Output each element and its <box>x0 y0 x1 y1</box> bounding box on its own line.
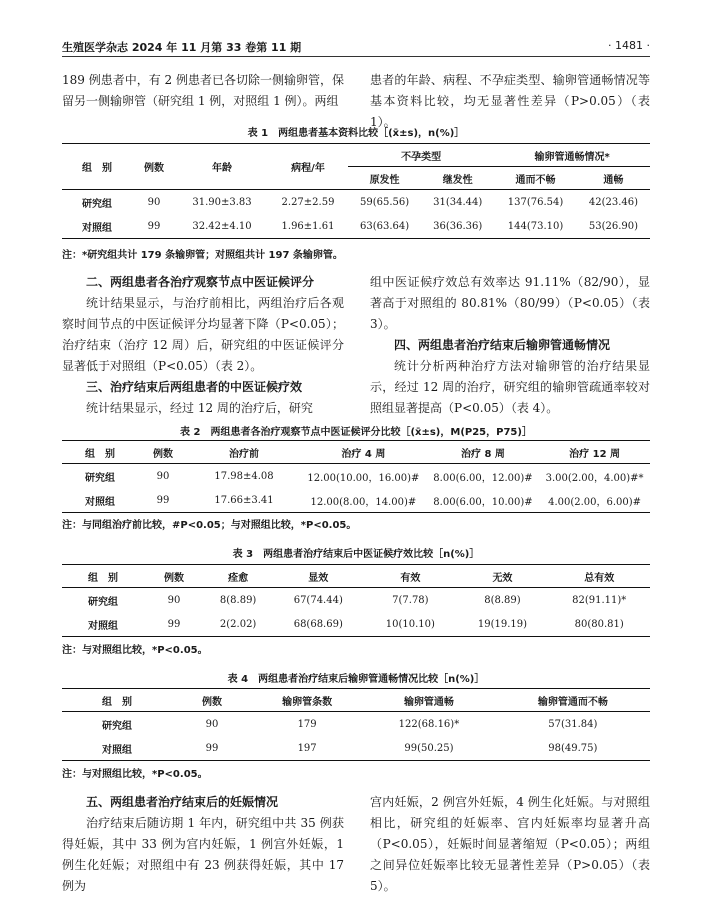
table-cell: 90 <box>147 196 161 208</box>
table-cell: 32.42±4.10 <box>176 214 268 239</box>
paragraph: 统计结果显示，经过 12 周的治疗后，研究 <box>86 401 313 415</box>
journal-title: 生殖医学杂志 2024 年 11 月第 33 卷第 11 期 <box>62 41 302 54</box>
table-header: 组 别 <box>62 441 138 464</box>
paragraph: 宫内妊娠，2 例宫外妊娠，4 例生化妊娠。与对照组相比，研究组的妊娠率、宫内妊娠率均显著升高（P<0.05），妊娠时间显著缩短（P<0.05）；两组之间异位妊娠率比较无显著性差异（P>0.05）（表 5）。 <box>370 795 650 893</box>
table-cell: 对照组 <box>62 214 132 239</box>
table-cell: 99 <box>144 612 204 637</box>
table-cell: 8(8.89) <box>484 594 521 606</box>
table4 <box>62 688 650 761</box>
table-row <box>62 588 650 613</box>
paragraph: 患者的年龄、病程、不孕症类型、输卵管通畅情况等基本资料比较，均无显著性差异（P>0.05）（表 1）。 <box>370 73 650 129</box>
table-header: 组 别 <box>62 144 132 190</box>
table-cell: 67(74.44) <box>293 594 343 606</box>
table1-caption: 表 1 两组患者基本资料比较［(x̄±s)，n(%)］ <box>247 128 465 139</box>
table-row <box>62 736 650 761</box>
table-cell: 10(10.10) <box>364 612 456 637</box>
table-cell: 1.96±1.61 <box>268 214 348 239</box>
table-cell: 90 <box>167 594 181 606</box>
table-header: 组 别 <box>62 689 172 712</box>
table1-note: 注：*研究组共计 179 条输卵管；对照组共计 197 条输卵管。 <box>62 250 343 261</box>
section-heading: 五、两组患者治疗结束后的妊娠情况 <box>86 795 279 809</box>
table-cell: 59(65.56) <box>359 196 410 208</box>
table-cell: 对照组 <box>62 612 144 637</box>
table-cell: 31(34.44) <box>433 196 483 208</box>
paragraph: 统计分析两种治疗方法对输卵管的治疗结果显示，经过 12 周的治疗，研究组的输卵管疏通率较对照组显著提高（P<0.05）（表 4）。 <box>370 359 650 415</box>
table2 <box>62 440 650 513</box>
paragraph: 189 例患者中，有 2 例患者已各切除一侧输卵管，保留另一侧输卵管（研究组 1 例，对照组 1 例）。两组 <box>62 73 344 108</box>
table-row <box>62 214 650 239</box>
table-cell: 90 <box>156 470 170 482</box>
table-header: 总有效 <box>548 565 650 588</box>
paragraph: 治疗结束后随访期 1 年内，研究组中共 35 例获得妊娠，其中 33 例为宫内妊娠，1 例宫外妊娠，1 例生化妊娠；对照组中有 23 例获得妊娠，其中 17 例为 <box>62 816 344 893</box>
table-cell: 80(80.81) <box>548 612 650 637</box>
table-cell: 137(76.54) <box>507 196 564 208</box>
table-cell: 99 <box>132 214 176 239</box>
table-cell: 12.00(8.00，14.00)# <box>300 488 427 513</box>
table-header: 继发性 <box>421 167 494 190</box>
left-column-mid <box>62 272 344 419</box>
section-heading: 二、两组患者各治疗观察节点中医证候评分 <box>86 275 315 289</box>
table-header: 治疗 4 周 <box>300 441 427 464</box>
table-cell: 研究组 <box>85 472 115 484</box>
table-cell: 144(73.10) <box>494 214 577 239</box>
table-cell: 8(8.89) <box>219 594 257 606</box>
table-header: 治疗 12 周 <box>539 441 650 464</box>
table-cell: 99 <box>138 488 188 513</box>
table-header: 不孕类型 <box>348 144 494 167</box>
table3 <box>62 564 650 637</box>
table-cell: 57(31.84) <box>548 718 598 730</box>
table-cell: 63(63.64) <box>348 214 421 239</box>
table-cell: 90 <box>205 718 219 730</box>
table-header: 例数 <box>172 689 252 712</box>
table-cell: 68(68.69) <box>272 612 364 637</box>
section-heading: 四、两组患者治疗结束后输卵管通畅情况 <box>394 338 611 352</box>
table-header: 治疗 8 周 <box>427 441 539 464</box>
table-cell: 179 <box>297 718 317 730</box>
table-cell: 2.27±2.59 <box>281 196 335 208</box>
table-cell: 对照组 <box>62 736 172 761</box>
section-heading: 三、治疗结束后两组患者的中医证候疗效 <box>86 380 303 394</box>
table-row <box>62 612 650 637</box>
paragraph: 组中医证候疗效总有效率达 91.11%（82/90），显著高于对照组的 80.81%（80/99）（P<0.05）（表 3）。 <box>370 275 650 331</box>
table-cell: 42(23.46) <box>588 196 638 208</box>
table-cell: 2(2.02) <box>204 612 272 637</box>
table-header: 原发性 <box>348 167 421 190</box>
left-column-top <box>62 70 344 112</box>
table-cell: 19(19.19) <box>456 612 548 637</box>
table-header: 例数 <box>144 565 204 588</box>
table-cell: 36(36.36) <box>421 214 494 239</box>
table-cell: 7(7.78) <box>392 594 429 606</box>
table-header: 病程/年 <box>268 144 348 190</box>
paragraph: 统计结果显示，与治疗前相比，两组治疗后各观察时间节点的中医证候评分均显著下降（P<0.05）；治疗结束（治疗 12 周）后，研究组的中医证候评分显著低于对照组（P<0.05）（表 2）。 <box>62 296 344 373</box>
table-cell: 99 <box>172 736 252 761</box>
table-header: 通畅 <box>577 167 650 190</box>
table-cell: 8.00(6.00，12.00)# <box>433 472 533 484</box>
table2-note: 注：与同组治疗前比较，#P<0.05；与对照组比较，*P<0.05。 <box>62 520 357 531</box>
table-row <box>62 488 650 513</box>
table-header: 无效 <box>456 565 548 588</box>
table-cell: 研究组 <box>102 720 132 732</box>
table-cell: 82(91.11)* <box>572 594 627 606</box>
running-header <box>62 36 650 57</box>
table-cell: 17.98±4.08 <box>214 470 274 482</box>
table-header: 输卵管通而不畅 <box>496 689 650 712</box>
table-header: 有效 <box>364 565 456 588</box>
right-column-mid <box>370 272 650 419</box>
table-header: 痊愈 <box>204 565 272 588</box>
table-row <box>62 190 650 215</box>
table4-caption: 表 4 两组患者治疗结束后输卵管通畅情况比较［n(%)］ <box>227 674 485 685</box>
table-header: 例数 <box>132 144 176 190</box>
table-header: 显效 <box>272 565 364 588</box>
table-row <box>62 464 650 489</box>
table-header: 年龄 <box>176 144 268 190</box>
table-cell: 17.66±3.41 <box>188 488 300 513</box>
table-cell: 3.00(2.00，4.00)#* <box>545 472 644 484</box>
table-header: 输卵管通畅情况* <box>494 144 650 167</box>
table-cell: 31.90±3.83 <box>192 196 252 208</box>
table3-note: 注：与对照组比较，*P<0.05。 <box>62 645 208 656</box>
left-column-bottom <box>62 792 344 897</box>
table-cell: 研究组 <box>88 596 118 608</box>
table1 <box>62 143 650 239</box>
table-cell: 对照组 <box>62 488 138 513</box>
table-cell: 53(26.90) <box>577 214 650 239</box>
table-cell: 8.00(6.00，10.00)# <box>427 488 539 513</box>
table-header: 输卵管条数 <box>252 689 362 712</box>
table-header: 通而不畅 <box>494 167 577 190</box>
table-cell: 12.00(10.00，16.00)# <box>307 472 420 484</box>
table-cell: 197 <box>252 736 362 761</box>
right-column-bottom <box>370 792 650 897</box>
table-cell: 98(49.75) <box>496 736 650 761</box>
page-number: · 1481 · <box>608 39 650 52</box>
table-cell: 4.00(2.00，6.00)# <box>539 488 650 513</box>
table4-note: 注：与对照组比较，*P<0.05。 <box>62 769 208 780</box>
table-cell: 研究组 <box>82 198 112 210</box>
table-header: 治疗前 <box>188 441 300 464</box>
table2-caption: 表 2 两组患者各治疗观察节点中医证候评分比较［(x̄±s)，M(P25，P75)］ <box>180 427 532 438</box>
table-row <box>62 712 650 737</box>
table-header: 例数 <box>138 441 188 464</box>
table-cell: 122(68.16)* <box>398 718 460 730</box>
table3-caption: 表 3 两组患者治疗结束后中医证候疗效比较［n(%)］ <box>232 549 480 560</box>
table-header: 输卵管通畅 <box>362 689 495 712</box>
table-header: 组 别 <box>62 565 144 588</box>
table-cell: 99(50.25) <box>362 736 495 761</box>
